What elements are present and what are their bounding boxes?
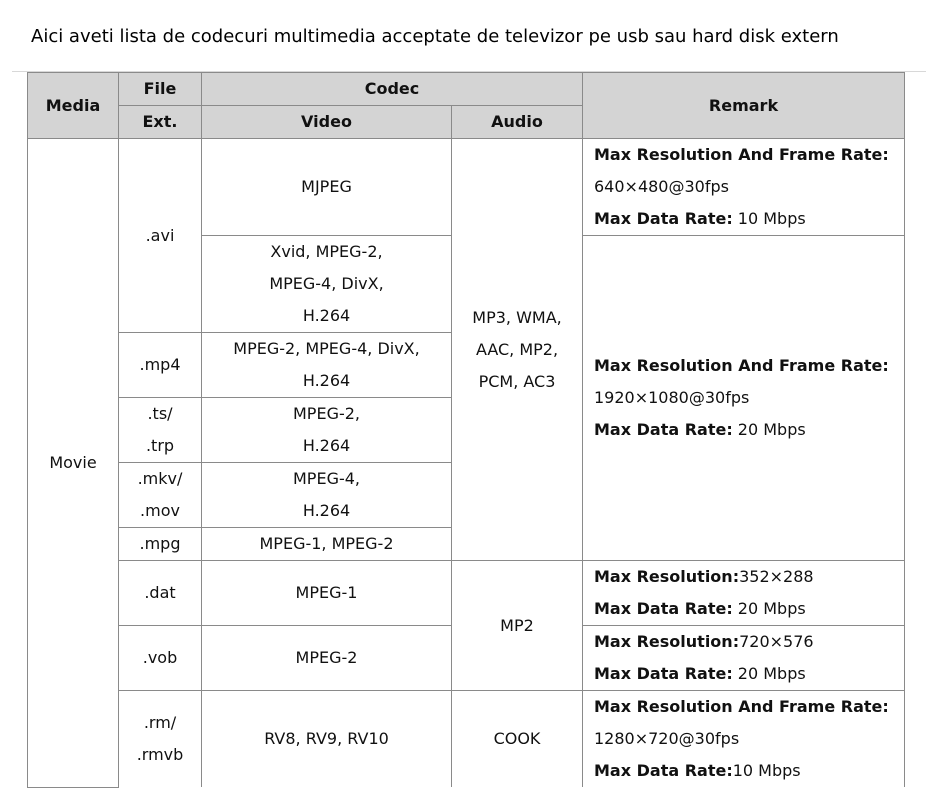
audio-main-line-3: PCM, AC3 <box>478 371 556 391</box>
ext-mkv-line-2: .mov <box>140 501 180 520</box>
remark-mjpeg-value-1: 640×480@30fps <box>594 177 729 196</box>
media-movie-label: Movie <box>49 452 97 472</box>
video-mjpeg: MJPEG <box>202 139 452 236</box>
remark-vob <box>583 626 905 691</box>
remark-rm <box>583 691 905 788</box>
remark-dat-label-1: Max Resolution: <box>594 567 740 586</box>
remark-rm-label-2: Max Data Rate: <box>594 761 733 780</box>
ext-mpg: .mpg <box>119 528 202 561</box>
remark-mjpeg-label-1: Max Resolution And Frame Rate: <box>594 145 889 164</box>
ext-mkv <box>119 463 202 528</box>
remark-dat-value-1: 352×288 <box>739 567 814 586</box>
header-remark: Remark <box>583 73 905 139</box>
media-movie <box>28 139 119 788</box>
remark-main-value-1: 1920×1080@30fps <box>594 388 750 407</box>
remark-mjpeg-label-2: Max Data Rate: <box>594 209 733 228</box>
remark-rm-label-1: Max Resolution And Frame Rate: <box>594 697 889 716</box>
video-xvid-line-1: Xvid, MPEG-2, <box>270 242 383 261</box>
remark-main-value-2: 20 Mbps <box>732 420 806 439</box>
audio-mp2: MP2 <box>452 561 583 691</box>
ext-avi <box>119 139 202 333</box>
ext-ts-line-2: .trp <box>145 436 175 455</box>
intro-text: Aici aveti lista de codecuri multimedia acceptate de televizor pe usb sau hard disk extern <box>31 26 839 47</box>
video-rm: RV8, RV9, RV10 <box>202 691 452 788</box>
ext-avi-label: .avi <box>145 225 175 245</box>
remark-mjpeg <box>583 139 905 236</box>
remark-rm-value-1: 1280×720@30fps <box>594 729 740 748</box>
audio-cook: COOK <box>452 691 583 788</box>
header-codec: Codec <box>202 73 583 106</box>
remark-vob-label-2: Max Data Rate: <box>594 664 733 683</box>
audio-main-line-2: AAC, MP2, <box>475 339 559 359</box>
remark-dat-label-2: Max Data Rate: <box>594 599 733 618</box>
ext-vob: .vob <box>119 626 202 691</box>
codec-table <box>27 72 905 788</box>
remark-vob-value-1: 720×576 <box>739 632 814 651</box>
video-vob: MPEG-2 <box>202 626 452 691</box>
remark-mjpeg-value-2: 10 Mbps <box>732 209 806 228</box>
ext-rm-line-1: .rm/ <box>143 713 177 732</box>
video-mp4 <box>202 333 452 398</box>
remark-vob-label-1: Max Resolution: <box>594 632 740 651</box>
ext-rm <box>119 691 202 788</box>
video-mkv-line-2: H.264 <box>302 501 351 520</box>
video-ts-line-2: H.264 <box>302 436 351 455</box>
video-dat: MPEG-1 <box>202 561 452 626</box>
video-mkv-line-1: MPEG-4, <box>293 469 360 488</box>
ext-ts-line-1: .ts/ <box>147 404 173 423</box>
video-xvid <box>202 236 452 333</box>
audio-main <box>452 139 583 561</box>
header-file-ext-1: File <box>119 73 202 106</box>
ext-mkv-line-1: .mkv/ <box>137 469 183 488</box>
header-media: Media <box>28 73 119 139</box>
video-ts-line-1: MPEG-2, <box>293 404 360 423</box>
video-mkv <box>202 463 452 528</box>
header-audio: Audio <box>452 106 583 139</box>
video-xvid-line-3: H.264 <box>302 306 351 325</box>
remark-main <box>583 236 905 561</box>
video-mpg: MPEG-1, MPEG-2 <box>202 528 452 561</box>
remark-main-label-1: Max Resolution And Frame Rate: <box>594 356 889 375</box>
ext-rm-line-2: .rmvb <box>136 745 184 764</box>
ext-dat: .dat <box>119 561 202 626</box>
remark-main-label-2: Max Data Rate: <box>594 420 733 439</box>
remark-vob-value-2: 20 Mbps <box>732 664 806 683</box>
video-ts <box>202 398 452 463</box>
header-video: Video <box>202 106 452 139</box>
header-file-ext-2: Ext. <box>119 106 202 139</box>
audio-main-line-1: MP3, WMA, <box>472 307 562 327</box>
video-mp4-line-1: MPEG-2, MPEG-4, DivX, <box>233 339 420 358</box>
remark-rm-value-2: 10 Mbps <box>732 761 801 780</box>
remark-dat <box>583 561 905 626</box>
ext-ts <box>119 398 202 463</box>
remark-dat-value-2: 20 Mbps <box>732 599 806 618</box>
ext-mp4: .mp4 <box>119 333 202 398</box>
video-xvid-line-2: MPEG-4, DivX, <box>269 274 384 293</box>
video-mp4-line-2: H.264 <box>302 371 351 390</box>
